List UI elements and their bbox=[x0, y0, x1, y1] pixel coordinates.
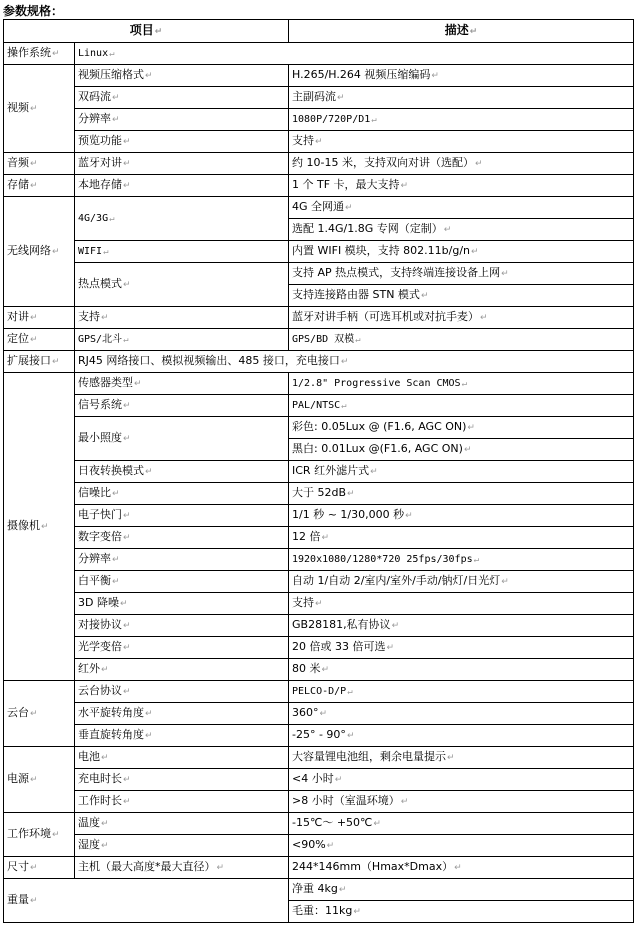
item-label: 双码流↵ bbox=[75, 87, 289, 109]
table-row bbox=[4, 703, 634, 725]
item-value: ICR 红外滤片式↵ bbox=[289, 461, 634, 483]
item-value: GPS/BD 双模↵ bbox=[289, 329, 634, 351]
item-label: 信噪比↵ bbox=[75, 483, 289, 505]
category-audio: 音频↵ bbox=[4, 153, 75, 175]
table-row bbox=[4, 351, 634, 373]
table-row bbox=[4, 879, 634, 901]
item-value: 内置 WIFI 模块，支持 802.11b/g/n↵ bbox=[289, 241, 634, 263]
item-label: 日夜转换模式↵ bbox=[75, 461, 289, 483]
item-label: 电子快门↵ bbox=[75, 505, 289, 527]
item-label: 水平旋转角度↵ bbox=[75, 703, 289, 725]
table-row bbox=[4, 681, 634, 703]
category-storage: 存储↵ bbox=[4, 175, 75, 197]
item-value: 黑白: 0.01Lux @(F1.6, AGC ON)↵ bbox=[289, 439, 634, 461]
item-value: PELCO-D/P↵ bbox=[289, 681, 634, 703]
table-row bbox=[4, 813, 634, 835]
item-label: 充电时长↵ bbox=[75, 769, 289, 791]
item-label: 预览功能↵ bbox=[75, 131, 289, 153]
table-row bbox=[4, 395, 634, 417]
category-os: 操作系统↵ bbox=[4, 43, 75, 65]
item-value: 80 米↵ bbox=[289, 659, 634, 681]
table-row bbox=[4, 329, 634, 351]
item-label: GPS/北斗↵ bbox=[75, 329, 289, 351]
table-row bbox=[4, 637, 634, 659]
item-label: 传感器类型↵ bbox=[75, 373, 289, 395]
table-row bbox=[4, 659, 634, 681]
item-label: 最小照度↵ bbox=[75, 417, 289, 461]
item-value: 1080P/720P/D1↵ bbox=[289, 109, 634, 131]
item-value: 支持↵ bbox=[289, 131, 634, 153]
item-value: 360°↵ bbox=[289, 703, 634, 725]
item-value: >8 小时（室温环境）↵ bbox=[289, 791, 634, 813]
category-ptz: 云台↵ bbox=[4, 681, 75, 747]
table-row bbox=[4, 417, 634, 439]
item-label: 主机（最大高度*最大直径）↵ bbox=[75, 857, 289, 879]
category-expand: 扩展接口↵ bbox=[4, 351, 75, 373]
table-row bbox=[4, 197, 634, 219]
category-weight: 重量↵ bbox=[4, 879, 289, 923]
item-label: 垂直旋转角度↵ bbox=[75, 725, 289, 747]
category-video: 视频↵ bbox=[4, 65, 75, 153]
table-row bbox=[4, 593, 634, 615]
item-label: 电池↵ bbox=[75, 747, 289, 769]
item-label: 3D 降噪↵ bbox=[75, 593, 289, 615]
item-label: WIFI↵ bbox=[75, 241, 289, 263]
item-value: 蓝牙对讲手柄（可选耳机或对抗手麦）↵ bbox=[289, 307, 634, 329]
table-row bbox=[4, 483, 634, 505]
item-label: 温度↵ bbox=[75, 813, 289, 835]
item-value: 自动 1/自动 2/室内/室外/手动/钠灯/日光灯↵ bbox=[289, 571, 634, 593]
item-value: 12 倍↵ bbox=[289, 527, 634, 549]
table-row bbox=[4, 153, 634, 175]
spec-table bbox=[3, 19, 634, 923]
item-value: <4 小时↵ bbox=[289, 769, 634, 791]
category-camera: 摄像机↵ bbox=[4, 373, 75, 681]
category-intercom: 对讲↵ bbox=[4, 307, 75, 329]
item-value: 4G 全网通↵ bbox=[289, 197, 634, 219]
item-value: PAL/NTSC↵ bbox=[289, 395, 634, 417]
item-value: 大于 52dB↵ bbox=[289, 483, 634, 505]
item-value: 支持连接路由器 STN 模式↵ bbox=[289, 285, 634, 307]
table-row bbox=[4, 571, 634, 593]
table-row bbox=[4, 263, 634, 285]
table-row bbox=[4, 505, 634, 527]
item-label: 分辨率↵ bbox=[75, 549, 289, 571]
table-row bbox=[4, 615, 634, 637]
table-row bbox=[4, 241, 634, 263]
item-value: 244*146mm（Hmax*Dmax）↵ bbox=[289, 857, 634, 879]
item-value: 主副码流↵ bbox=[289, 87, 634, 109]
table-row bbox=[4, 857, 634, 879]
item-label: 数字变倍↵ bbox=[75, 527, 289, 549]
table-row bbox=[4, 769, 634, 791]
item-value: -25° - 90°↵ bbox=[289, 725, 634, 747]
category-size: 尺寸↵ bbox=[4, 857, 75, 879]
item-value: 约 10-15 米，支持双向对讲（选配）↵ bbox=[289, 153, 634, 175]
item-label: 工作时长↵ bbox=[75, 791, 289, 813]
item-value: 净重 4kg↵ bbox=[289, 879, 634, 901]
item-label: 湿度↵ bbox=[75, 835, 289, 857]
item-label: 分辨率↵ bbox=[75, 109, 289, 131]
table-row bbox=[4, 131, 634, 153]
table-row bbox=[4, 549, 634, 571]
table-row bbox=[4, 791, 634, 813]
category-env: 工作环境↵ bbox=[4, 813, 75, 857]
header-desc: 描述↵ bbox=[289, 20, 634, 43]
item-value: -15℃～ +50℃↵ bbox=[289, 813, 634, 835]
item-label: 对接协议↵ bbox=[75, 615, 289, 637]
item-label: 视频压缩格式↵ bbox=[75, 65, 289, 87]
table-row bbox=[4, 527, 634, 549]
item-value: 1/1 秒 ~ 1/30,000 秒↵ bbox=[289, 505, 634, 527]
item-label: 红外↵ bbox=[75, 659, 289, 681]
item-value: 大容量锂电池组，剩余电量提示↵ bbox=[289, 747, 634, 769]
item-value: H.265/H.264 视频压缩编码↵ bbox=[289, 65, 634, 87]
item-label: 4G/3G↵ bbox=[75, 197, 289, 241]
item-label: 蓝牙对讲↵ bbox=[75, 153, 289, 175]
item-value: 支持↵ bbox=[289, 593, 634, 615]
item-value: 支持 AP 热点模式，支持终端连接设备上网↵ bbox=[289, 263, 634, 285]
category-wireless: 无线网络↵ bbox=[4, 197, 75, 307]
table-row bbox=[4, 109, 634, 131]
item-value: 彩色: 0.05Lux @ (F1.6, AGC ON)↵ bbox=[289, 417, 634, 439]
table-row bbox=[4, 747, 634, 769]
item-value: 1 个 TF 卡，最大支持↵ bbox=[289, 175, 634, 197]
item-value: 1/2.8" Progressive Scan CMOS↵ bbox=[289, 373, 634, 395]
item-label: 光学变倍↵ bbox=[75, 637, 289, 659]
table-row bbox=[4, 43, 634, 65]
item-label: 热点模式↵ bbox=[75, 263, 289, 307]
table-row bbox=[4, 87, 634, 109]
os-value: Linux↵ bbox=[75, 43, 634, 65]
item-value: 20 倍或 33 倍可选↵ bbox=[289, 637, 634, 659]
item-value: 毛重：11kg↵ bbox=[289, 901, 634, 923]
category-position: 定位↵ bbox=[4, 329, 75, 351]
item-label: 支持↵ bbox=[75, 307, 289, 329]
item-value: 选配 1.4G/1.8G 专网（定制）↵ bbox=[289, 219, 634, 241]
item-value: GB28181,私有协议↵ bbox=[289, 615, 634, 637]
table-header-row bbox=[4, 20, 634, 43]
item-label: 云台协议↵ bbox=[75, 681, 289, 703]
table-row bbox=[4, 307, 634, 329]
category-power: 电源↵ bbox=[4, 747, 75, 813]
item-value: 1920x1080/1280*720 25fps/30fps↵ bbox=[289, 549, 634, 571]
table-row bbox=[4, 461, 634, 483]
table-row bbox=[4, 373, 634, 395]
table-row bbox=[4, 835, 634, 857]
item-label: 信号系统↵ bbox=[75, 395, 289, 417]
spec-title: 参数规格： bbox=[3, 4, 64, 18]
expand-value: RJ45 网络接口、模拟视频输出、485 接口，充电接口↵ bbox=[75, 351, 634, 373]
item-label: 白平衡↵ bbox=[75, 571, 289, 593]
item-label: 本地存储↵ bbox=[75, 175, 289, 197]
table-row bbox=[4, 175, 634, 197]
header-item: 项目↵ bbox=[4, 20, 289, 43]
item-value: <90%↵ bbox=[289, 835, 634, 857]
table-row bbox=[4, 65, 634, 87]
table-row bbox=[4, 725, 634, 747]
